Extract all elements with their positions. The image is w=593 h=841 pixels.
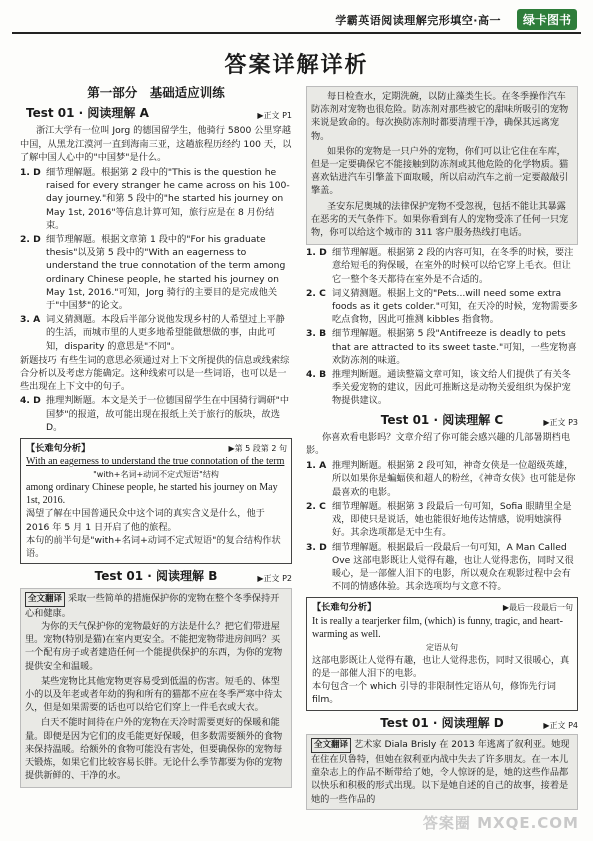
translation-continued — [306, 86, 578, 245]
analysis-chinese: 这部电影既让人觉得有趣，也让人觉得悲伤，同时又很暖心，真的是一部催人泪下的电影。 — [312, 654, 570, 679]
answer-item: 2. C 词义猜测题。根据上文的"Pets...will need some extra foods as it gets colder."可知，在天冷的时候，宠物需要多吃点食物，因此可推测 kibbles 指食物。 — [306, 287, 578, 326]
page-title: 答案详解详析 — [224, 53, 369, 78]
sentence-analysis-box — [20, 438, 292, 564]
answer-item: 1. D 细节理解题。根据第 2 段中的"This is the question he raised for every stranger he came across on his 100-day journey."和第 5 段中的"he started his journey on May 1st, 2016"等信息计算可知，旅行应是在 8 月份结束。 — [20, 167, 290, 231]
test-a-ref: ▶正文 P1 — [257, 111, 292, 121]
analysis-note: 本句包含一个 which 引导的非限制性定语从句，修饰先行词 film。 — [312, 681, 556, 706]
analysis-note: 本句的前半句是"with+名词+动词不定式短语"的复合结构作状语。 — [26, 534, 281, 560]
answer-item: 3. D 细节理解题。根据最后一段最后一句可知，A Man Called Ove 这部电影既让人觉得有趣，也让人觉得悲伤，同时又很暖心，是一部催人泪下的电影，所以观众在观影过程中会有不同的情感体验。其余选项均与文意不符。 — [306, 541, 574, 593]
analysis-english-1: With an eagerness to understand the true connotation of the term — [26, 456, 285, 468]
answer-item: 4. B 推理判断题。通读整篇文章可知，该文给人们提供了有关冬季关爱宠物的建议，因此可推断这是动物关爱组织为保护宠物提供建议。 — [306, 369, 571, 407]
analysis-english-2: among ordinary Chinese people, he started his journey on May 1st, 2016. — [26, 482, 278, 507]
translation-paragraph: 某些宠物比其他宠物更容易受到低温的伤害。短毛的、体型小的以及年老或者年幼的狗和所有的猫都不应在冬季严寒中待太久，但是如果需要的话也可以给它们穿上一件毛衣或大衣。 — [25, 675, 283, 714]
answer-item: 3. B 细节理解题。根据第 5 段"Antifreeze is deadly to pets that are attracted to its sweet taste."可知，一些宠物喜欢防冻剂的味道。 — [306, 328, 577, 366]
translation-block — [306, 734, 578, 810]
analysis-english: It is really a tearjerker film, (which) is funny, tragic, and heart-warming as well. — [312, 615, 563, 640]
left-column — [20, 86, 292, 788]
answer-item: 2. D 细节理解题。根据文章第 1 段中的"For his graduate thesis"以及第 5 段中的"With an eagerness to understand the true connotation of the term among ordinary Chinese people, he started his journey on May 1st, 2016."可知，Jorg 骑行的主要目的是完成他关于"中国梦"的论文。 — [20, 234, 286, 312]
box-ref: ▶第 5 段第 2 句 — [228, 444, 287, 454]
analysis-chinese: 渴望了解在中国普通民众中这个词的真实含义是什么，他于 2016 年 5 月 1 日开启了他的旅程。 — [26, 508, 265, 533]
translation-tag: 全文翻译 — [25, 592, 65, 607]
box-title: 【长难句分析】 — [312, 602, 377, 614]
header-rule — [12, 32, 581, 34]
answer-item: 1. D 细节理解题。根据第 2 段的内容可知，在冬季的时候，要注意给短毛的狗保暖，在室外的时候可以给它穿上毛衣。但让它一整个冬天都待在室外是不合适的。 — [306, 247, 574, 285]
test-d-title: Test 01 · 阅读理解 D — [380, 715, 504, 730]
translation-paragraph: 如果你的宠物是一只户外的宠物，你们可以让它住在车库，但是一定要确保它不能接触到防冻剂或其他危险的化学物质。猫喜欢钻进汽车引擎盖下面取暖，所以启动汽车之前一定要敲敲引擎盖。 — [311, 145, 569, 197]
tip-item: 新题技巧 有些生词的意思必须通过对上下文所提供的信息或线索综合分析以及考虑方能确定。这种线索可以是一些词语，也可以是一些出现在上下文中的句子。 — [20, 354, 290, 393]
translation-paragraph: 白天不能时间待在户外的宠物在天冷时需要更好的保暖和能量。即便是因为它们的皮毛能更好保暖，但多数需要额外的食物来保持温暖。给额外的食物可能没有害处，但要确保你的宠物每天锻炼，如果它们比较容易长胖。无论什么季节都要为你的宠物提供新鲜的、干净的水。 — [25, 717, 283, 782]
test-a-intro: 浙江大学有一位叫 Jorg 的德国留学生，他骑行 5800 公里穿越中国，从黑龙江漠河一直到海南三亚，这趟旅程历经约 100 天，以了解中国人心中的"中国梦"是什么。 — [20, 125, 292, 163]
publisher-logo: 绿卡图书 — [517, 9, 577, 30]
sentence-analysis-box — [306, 597, 578, 710]
test-c-intro: 你喜欢看电影吗？文章介绍了你可能会感兴趣的几部暑期档电影。 — [306, 431, 571, 457]
test-c-title: Test 01 · 阅读理解 C — [380, 412, 504, 427]
watermark-logo: 答案圈 MXQE.COM — [422, 814, 579, 832]
translation-paragraph: 每日检查水，定期洗碗，以防止藻类生长。在冬季操作汽车防冻剂对宠物也很危险。防冻剂对那些被它的甜味所吸引的宠物来说是致命的。每次换防冻剂时都要清理干净，确保其远离宠物。 — [311, 91, 569, 142]
test-c-heading — [306, 414, 578, 427]
answer-item: 4. D 推理判断题。本文是关于一位德国留学生在中国骑行调研"中国梦"的报道，故可能出现在报纸上关于旅行的版块，故选 D。 — [20, 395, 290, 433]
part-heading: 第一部分 基础适应训练 — [87, 85, 225, 100]
translation-paragraph: 圣安东尼奥城的法律保护宠物不受忽视，包括不能让其暴露在恶劣的天气条件下。如果你看到有人的宠物受冻了任何一只宠物，你可以给这个城市的 311 客户服务热线打电话。 — [311, 200, 569, 239]
test-d-heading — [306, 717, 578, 730]
test-d-ref: ▶正文 P4 — [543, 720, 578, 730]
book-series-title: 学霸英语阅读理解完形填空·高一 — [335, 14, 501, 27]
box-ref: ▶最后一段最后一句 — [502, 603, 573, 613]
translation-text: 采取一些简单的措施保护你的宠物在整个冬季保持开心和健康。 — [25, 592, 280, 619]
test-b-ref: ▶正文 P2 — [257, 574, 292, 584]
analysis-annotation: "with+名词+动词不定式短语"结构 — [93, 470, 219, 480]
box-title: 【长难句分析】 — [26, 443, 91, 455]
translation-tag: 全文翻译 — [311, 738, 351, 753]
test-b-title: Test 01 · 阅读理解 B — [94, 569, 218, 584]
test-c-ref: ▶正文 P3 — [543, 417, 578, 427]
analysis-annotation: 定语从句 — [426, 642, 458, 652]
right-column — [306, 86, 578, 810]
translation-paragraph: 为你的天气保护你的宠物最好的方法是什么？把它们带进屋里。宠物(特别是猫)在室内更安全。不能把宠物带进房间吗？买一个配有房子或者建造任何一个能提供保护的东西，为你的宠物提供安全和温暖。 — [25, 620, 283, 672]
translation-text: 艺术家 Diala Brisly 在 2013 年逃离了叙利亚。她现在住在贝鲁特，但她在叙利亚内战中失去了许多朋友。在一本儿童杂志上的作品不断带给了她，令人惊讶的是，她的这些作品都以快乐和积极的形式出现。以下是她自述的自己的故事，接着是她的一些作品的 — [311, 738, 570, 805]
page-header — [0, 6, 593, 34]
test-a-heading — [20, 107, 292, 120]
test-a-title: Test 01 · 阅读理解 A — [26, 106, 149, 121]
translation-block — [20, 588, 292, 789]
answer-item: 2. C 细节理解题。根据第 3 段最后一句可知，Sofia 眼睛里全是戏，即使只是说话，她也能很好地传达情感，说明她演得好。其余选项都是无中生有。 — [306, 500, 572, 539]
answer-item: 1. A 推理判断题。根据第 2 段可知，神奇女侠是一位超级英雄，所以如果你是蝙蝠侠和超人的粉丝，《神奇女侠》也可能是你最喜欢的电影。 — [306, 460, 576, 498]
answer-item: 3. A 词义猜测题。本段后半部分说他发现乡村的人希望过上平静的生活，而城市里的人更多地希望能做想做的事，由此可知，disparity 的意思是"不同"。 — [20, 314, 285, 352]
test-b-heading — [20, 570, 292, 583]
